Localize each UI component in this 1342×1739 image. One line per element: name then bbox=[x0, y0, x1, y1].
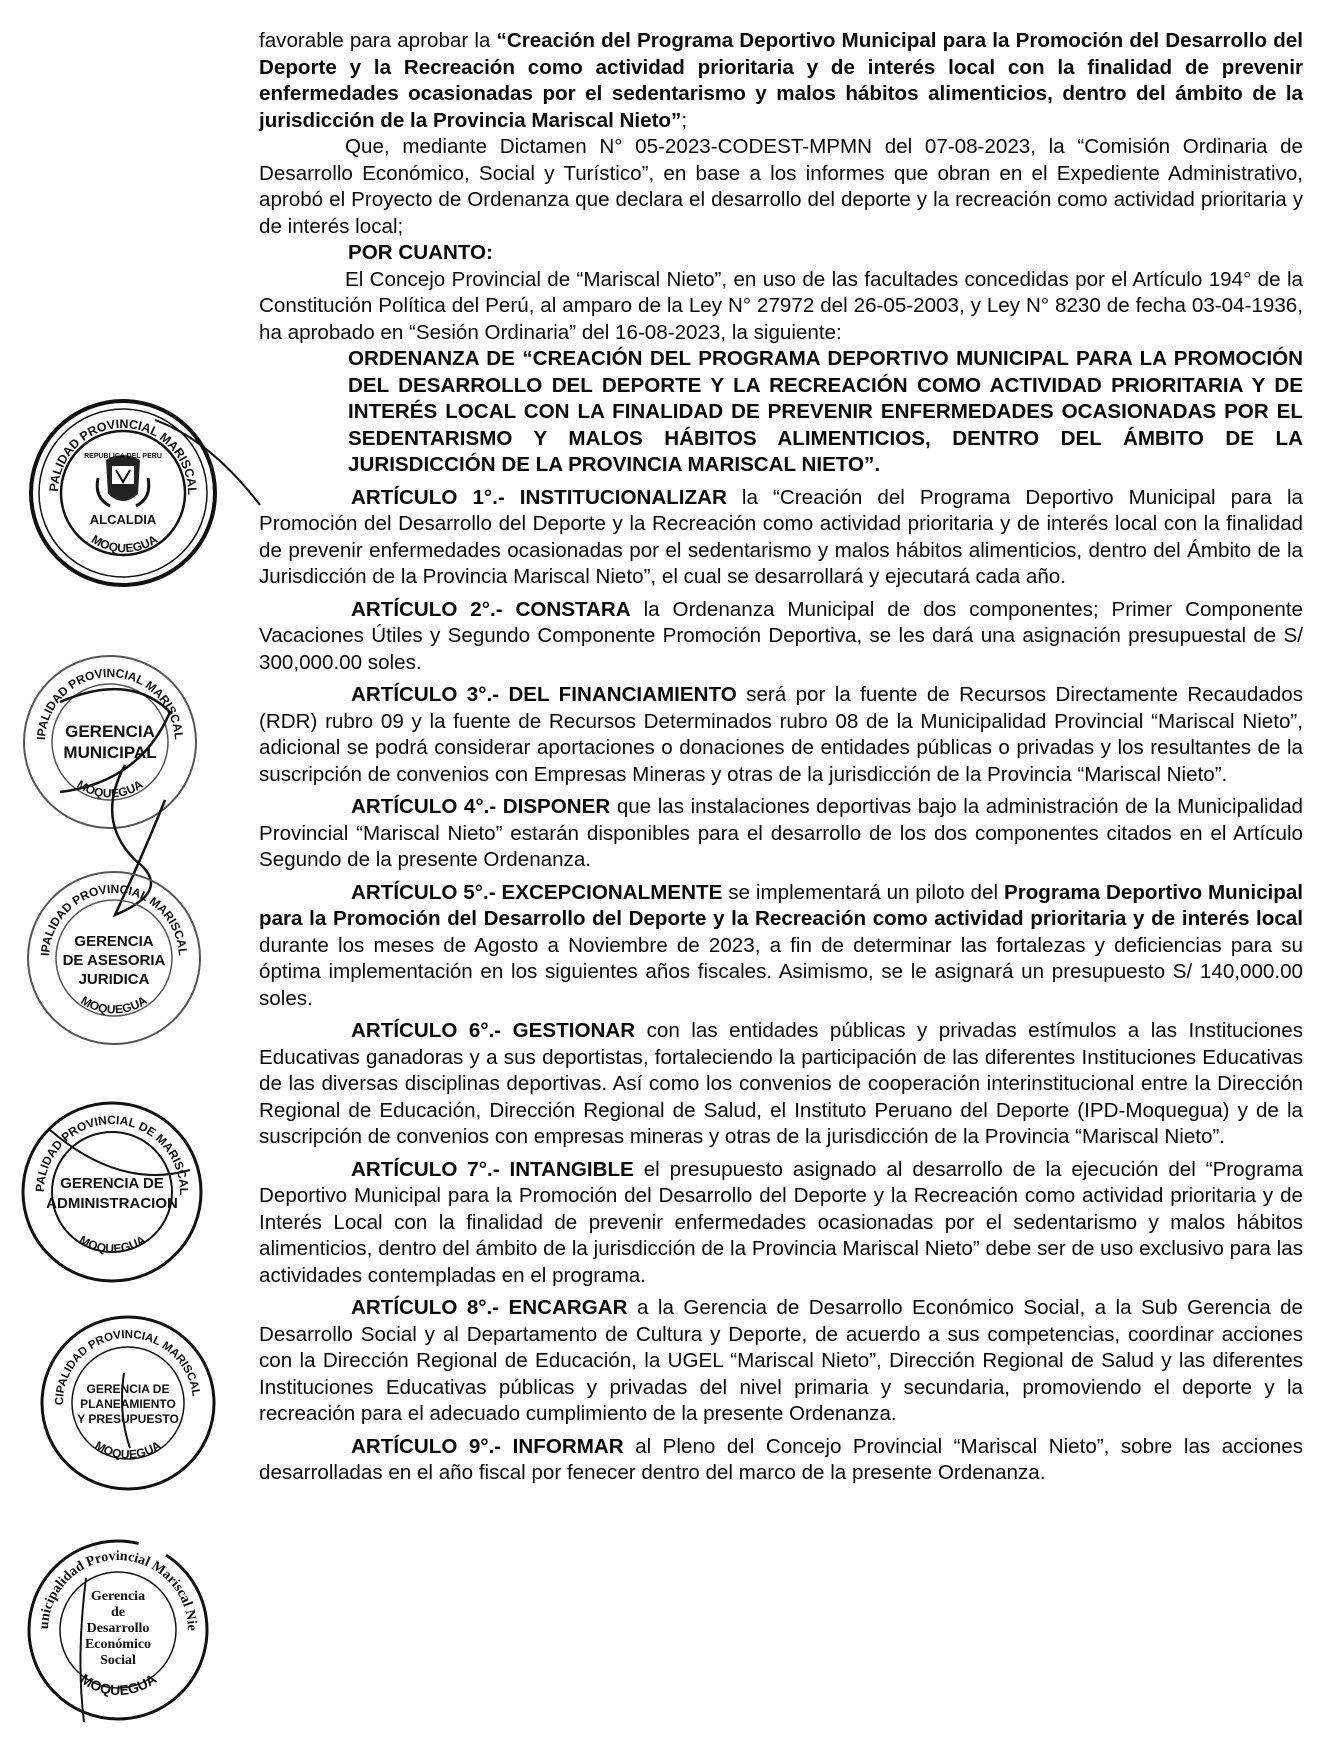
article-heading: ARTÍCULO 5°.- EXCEPCIONALMENTE bbox=[351, 880, 723, 904]
article-heading: ARTÍCULO 9°.- INFORMAR bbox=[351, 1434, 624, 1458]
svg-text:Económico: Económico bbox=[84, 1637, 152, 1652]
article-7: ARTÍCULO 7°.- INTANGIBLE el presupuesto asignado al desarrollo de la ejecución del “Programa Deportivo Municipal para la Promoción del Desarrollo del Deporte y la Recreación como actividad prioritaria y de Interés Local con la finalidad de prevenir enfermedades ocasionadas por el sedentarismo y malos hábitos alimenticios, dentro del ámbito de la jurisdicción de la Provincia Mariscal Nieto” debe ser de uso exclusivo para las actividades contempladas en el programa. bbox=[259, 1157, 1303, 1287]
svg-text:MUNICIPALIDAD PROVINCIAL MARIS: MUNICIPALIDAD PROVINCIAL MARISCAL NIETO bbox=[22, 387, 200, 495]
svg-text:REPUBLICA DEL PERU: REPUBLICA DEL PERU bbox=[84, 453, 162, 460]
article-2: ARTÍCULO 2°.- CONSTARA la Ordenanza Municipal de dos componentes; Primer Componente Vacaciones Útiles y Segundo Componente Promoción Deportiva, se les dará una asignación presupuestal de S/ 300,000.00 soles. bbox=[259, 597, 1303, 674]
planeamiento-stamp bbox=[33, 1304, 218, 1493]
svg-text:GERENCIA DE: GERENCIA DE bbox=[60, 1175, 164, 1192]
article-1: ARTÍCULO 1°.- INSTITUCIONALIZAR la “Creación del Programa Deportivo Municipal para la Promoción del Desarrollo del Deporte y la Recreación como actividad prioritaria y de interés local con la finalidad de prevenir enfermedades ocasionadas por el sedentarismo y malos hábitos alimenticios, dentro del Ámbito de la Jurisdicción de la Provincia Mariscal Nieto”, el cual se desarrollará y ejecutará cada año. bbox=[259, 485, 1303, 588]
svg-text:MUNICIPALIDAD PROVINCIAL DE MA: MUNICIPALIDAD PROVINCIAL DE MARISCAL NIETO bbox=[15, 1089, 192, 1195]
svg-text:Social: Social bbox=[100, 1653, 136, 1668]
svg-text:Municipalidad Provincial Maris: Municipalidad Provincial Mariscal Nieto bbox=[19, 1527, 200, 1631]
article-9: ARTÍCULO 9°.- INFORMAR al Pleno del Concejo Provincial “Mariscal Nieto”, sobre las acciones desarrolladas en el año fiscal por fenecer dentro del marco de la presente Ordenanza. bbox=[259, 1434, 1304, 1484]
article-heading: ARTÍCULO 8°.- ENCARGAR bbox=[351, 1296, 628, 1319]
svg-text:Desarrollo: Desarrollo bbox=[86, 1621, 150, 1636]
svg-text:MUNICIPALIDAD PROVINCIAL MARIS: MUNICIPALIDAD PROVINCIAL MARISCAL NIETO bbox=[19, 857, 191, 960]
svg-text:MUNICIPALIDAD PROVINCIAL MARIS: MUNICIPALIDAD PROVINCIAL MARISCAL NIETO bbox=[15, 641, 187, 744]
svg-text:GERENCIA: GERENCIA bbox=[65, 722, 155, 741]
concejo-paragraph: El Concejo Provincial de “Mariscal Nieto”, en uso de las facultades concedidas por el Artículo 194° de la Constitución Política del Perú, al amparo de la Ley N° 27972 del 26-05-2003, y Ley N° 8230 de fecha 03-04-1936, ha aprobado en “Sesión Ordinaria” del 16-08-2023, la siguiente: bbox=[259, 267, 1303, 344]
desarrollo-economico-stamp bbox=[19, 1527, 211, 1723]
svg-text:Gerencia: Gerencia bbox=[90, 1589, 146, 1604]
article-5: ARTÍCULO 5°.- EXCEPCIONALMENTE se implementará un piloto del Programa Deportivo Municipal para la Promoción del Desarrollo del Deporte y la Recreación como actividad prioritaria y de interés local durante los meses de Agosto a Noviembre de 2023, a fin de determinar las fortalezas y deficiencias para su óptima implementación en los siguientes años fiscales. Asimismo, se le asignará un presupuesto S/ 140,000.00 soles. bbox=[259, 880, 1303, 1010]
svg-text:MUNICIPAL: MUNICIPAL bbox=[63, 743, 157, 762]
article-heading: ARTÍCULO 3°.- DEL FINANCIAMIENTO bbox=[351, 683, 737, 706]
article-heading: ARTÍCULO 2°.- CONSTARA bbox=[351, 597, 631, 621]
article-heading: ARTÍCULO 6°.- GESTIONAR bbox=[351, 1019, 636, 1042]
signature-stroke-1 bbox=[150, 410, 270, 515]
svg-text:MOQUEGUA: MOQUEGUA bbox=[76, 1232, 149, 1256]
svg-text:MOQUEGUA: MOQUEGUA bbox=[78, 993, 150, 1017]
svg-text:MUNICIPALIDAD PROVINCIAL MARIS: MUNICIPALIDAD PROVINCIAL MARISCAL NIETO bbox=[33, 1304, 202, 1406]
svg-text:JURIDICA: JURIDICA bbox=[78, 971, 150, 988]
que-paragraph: Que, mediante Dictamen N° 05-2023-CODEST-MPMN del 07-08-2023, la “Comisión Ordinaria de Desarrollo Económico, Social y Turístico”, en base a los informes que obran en el Expediente Administrativo, aprobó el Proyecto de Ordenanza que declara el desarrollo del deporte y la recreación como actividad prioritaria y de interés local; bbox=[259, 135, 1303, 238]
intro-paragraph: favorable para aprobar la “Creación del Programa Deportivo Municipal para la Promoción del Desarrollo del Deporte y la Recreación como actividad prioritaria y de interés local con la finalidad de prevenir enfermedades ocasionadas por el sedentarismo y malos hábitos alimenticios, dentro del ámbito de la jurisdicción de la Provincia Mariscal Nieto”; bbox=[259, 29, 1303, 132]
article-6: ARTÍCULO 6°.- GESTIONAR con las entidades públicas y privadas estímulos a las Instituciones Educativas ganadoras y a sus deportistas, fortaleciendo la participación de las diferentes Instituciones Educativas de las diversas disciplinas deportivas. Así como los convenios de cooperación interinstitucional entre la Dirección Regional de Educación, Dirección Regional de Salud, el Instituto Peruano del Deporte (IPD-Moquegua) y de la suscripción de convenios con empresas mineras y otras de la jurisdicción de la Provincia “Mariscal Nieto”. bbox=[259, 1019, 1303, 1148]
svg-text:MOQUEGUA: MOQUEGUA bbox=[92, 1438, 164, 1462]
article-heading: ARTÍCULO 7°.- INTANGIBLE bbox=[351, 1157, 634, 1181]
svg-text:Y PRESUPUESTO: Y PRESUPUESTO bbox=[77, 1412, 179, 1426]
article-8: ARTÍCULO 8°.- ENCARGAR a la Gerencia de Desarrollo Económico Social, a la Sub Gerencia de Desarrollo Social y al Departamento de Cultura y Deporte, de acuerdo a sus competencias, coordinar acciones con la Dirección Regional de Educación, la UGEL “Mariscal Nieto”, Dirección Regional de Salud y las diferentes Instituciones Educativas públicas y privadas del nivel primaria y secundaria, promoviendo el deporte y la recreación para el adecuado cumplimiento de la presente Ordenanza. bbox=[259, 1296, 1303, 1425]
svg-text:GERENCIA DE: GERENCIA DE bbox=[86, 1382, 170, 1396]
article-4: ARTÍCULO 4°.- DISPONER que las instalaciones deportivas bajo la administración de la Municipalidad Provincial “Mariscal Nieto” estarán disponibles para el desarrollo de los dos componentes citados en el Artículo Segundo de la presente Ordenanza. bbox=[259, 795, 1303, 871]
svg-text:de: de bbox=[111, 1605, 125, 1620]
ordinance-text bbox=[259, 28, 1303, 1487]
svg-text:MOQUEGUA: MOQUEGUA bbox=[74, 777, 146, 801]
asesoria-juridica-stamp bbox=[19, 857, 204, 1048]
article-heading: ARTÍCULO 1°.- INSTITUCIONALIZAR bbox=[351, 485, 727, 509]
por-cuanto-heading: POR CUANTO: bbox=[348, 241, 493, 264]
article-heading: ARTÍCULO 4°.- DISPONER bbox=[351, 795, 611, 818]
svg-text:MOQUEGUA: MOQUEGUA bbox=[77, 1670, 160, 1699]
svg-text:ADMINISTRACION: ADMINISTRACION bbox=[46, 1195, 178, 1212]
alcaldia-label: ALCALDIA bbox=[89, 512, 157, 527]
peru-shield-emblem bbox=[97, 455, 149, 506]
svg-text:DE ASESORIA: DE ASESORIA bbox=[62, 952, 166, 969]
svg-text:GERENCIA: GERENCIA bbox=[74, 933, 154, 950]
intro-title: “Creación del Programa Deportivo Municipal para la Promoción del Desarrollo del Deporte y la Recreación como actividad prioritaria y de interés local con la finalidad de prevenir enfermedades ocasionadas por el sedentarismo y malos hábitos alimenticios, dentro del ámbito de la jurisdicción de la Provincia Mariscal Nieto” bbox=[259, 29, 1303, 132]
article-3: ARTÍCULO 3°.- DEL FINANCIAMIENTO será por la fuente de Recursos Directamente Recaudados (RDR) rubro 09 y la fuente de Recursos Determinados rubro 08 de la Municipalidad Provincial “Mariscal Nieto”, adicional se podrá considerar aportaciones o donaciones de entidades públicas o privadas y los resultantes de la suscripción de convenios con Empresas Mineras y otras de la jurisdicción de la Provincia “Mariscal Nieto”. bbox=[259, 683, 1303, 786]
svg-text:PLANEAMIENTO: PLANEAMIENTO bbox=[80, 1397, 176, 1411]
administracion-stamp bbox=[15, 1089, 205, 1285]
moquegua-label: MOQUEGUA bbox=[89, 532, 160, 556]
ordinance-title: ORDENANZA DE “CREACIÓN DEL PROGRAMA DEPORTIVO MUNICIPAL PARA LA PROMOCIÓN DEL DESARROLLO DEL DEPORTE Y LA RECREACIÓN COMO ACTIVIDAD PRIORITARIA Y DE INTERÉS LOCAL CON LA FINALIDAD DE PREVENIR ENFERMEDADES OCASIONADAS POR EL SEDENTARISMO Y MALOS HÁBITOS ALIMENTICIOS, DENTRO DEL ÁMBITO DE LA JURISDICCIÓN DE LA PROVINCIA MARISCAL NIETO”. bbox=[348, 347, 1303, 476]
